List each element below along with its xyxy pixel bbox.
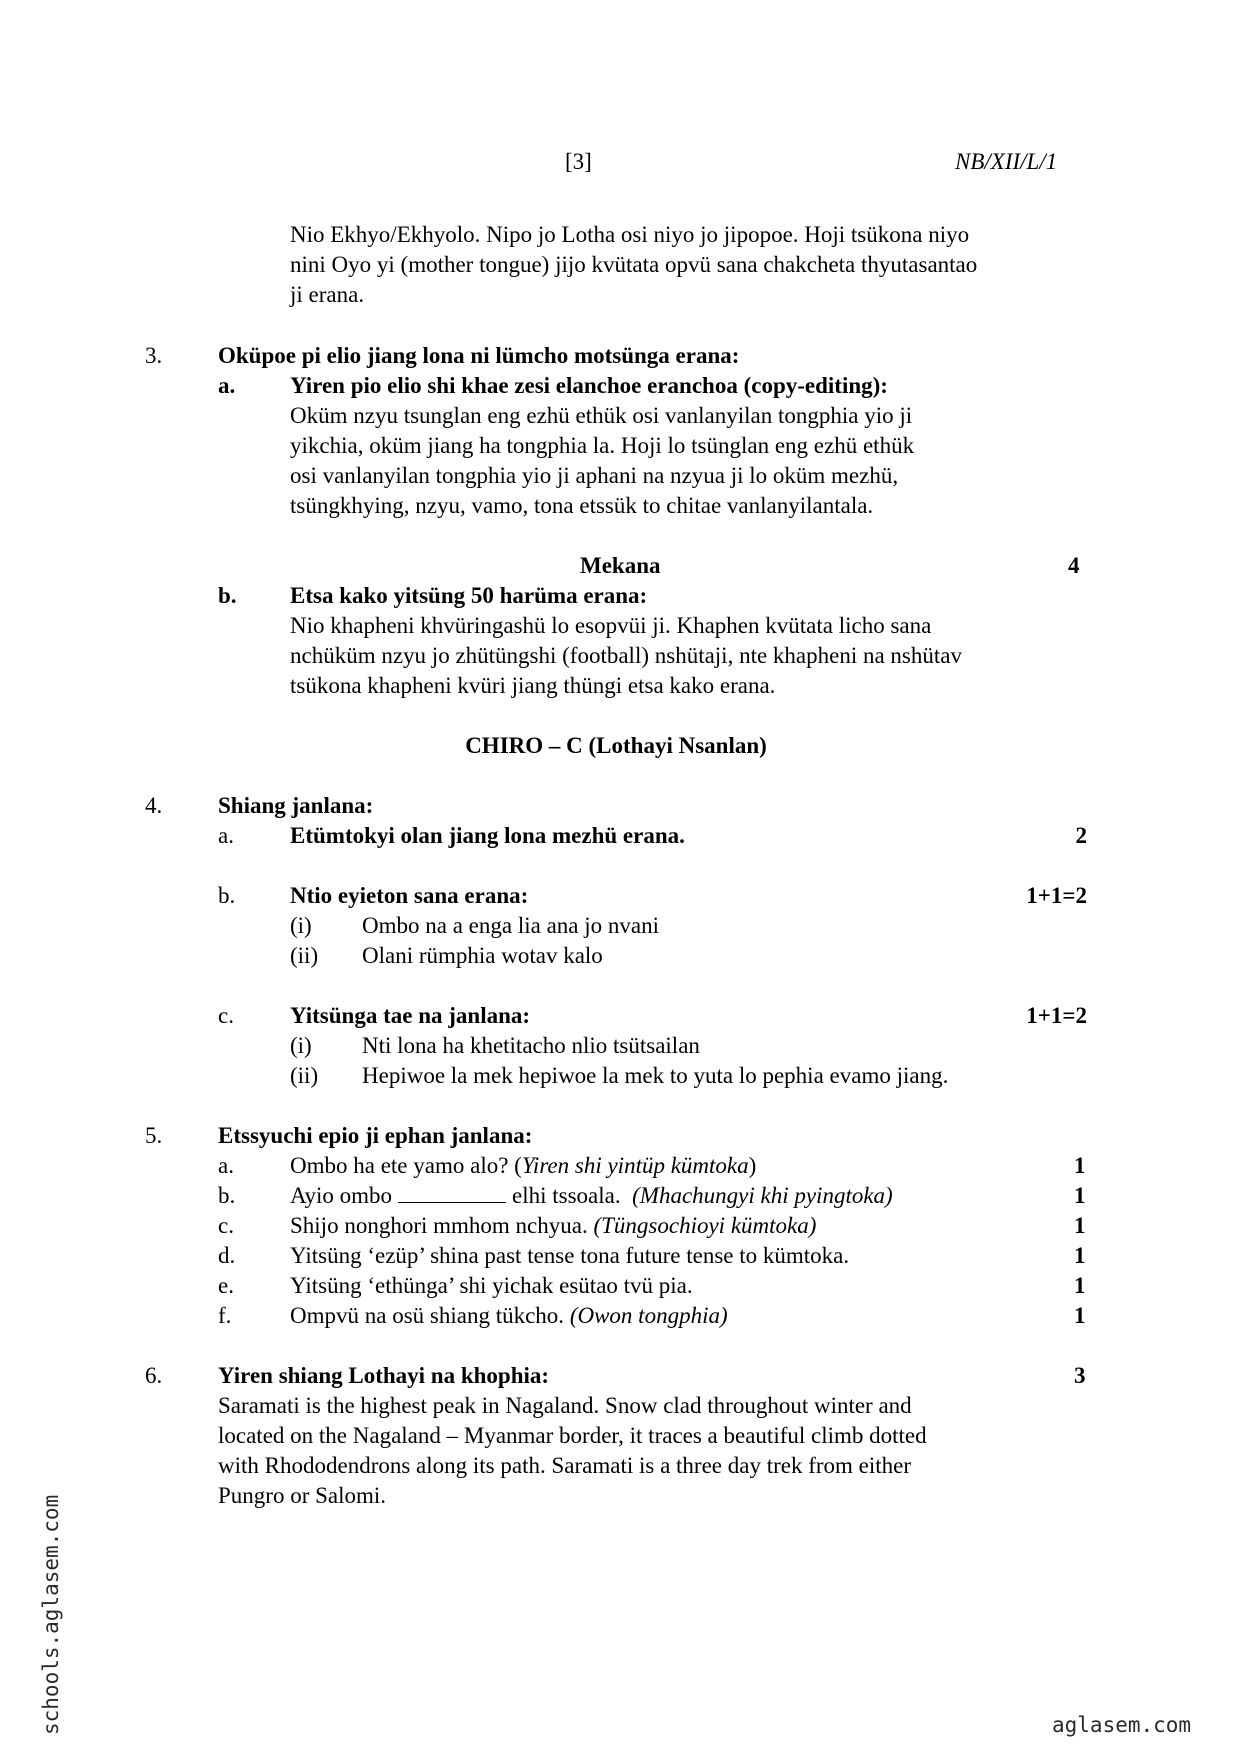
paper-code: NB/XII/L/1 <box>955 149 1058 174</box>
q6-line-2: located on the Nagaland – Myanmar border, it traces a beautiful climb dotted <box>218 1423 927 1448</box>
q4b-item-1-text: Ombo na a enga lia ana jo nvani <box>362 913 659 938</box>
q5e-text: Yitsüng ‘ethünga’ shi yichak esütao tvü pia. <box>290 1273 693 1298</box>
q5f-text <box>290 1301 728 1331</box>
q4-title: Shiang janlana: <box>218 793 374 818</box>
q4c-item-1-num: (i) <box>290 1033 312 1058</box>
q5d-text: Yitsüng ‘ezüp’ shina past tense tona future tense to kümtoka. <box>290 1243 850 1268</box>
intro-line-2: nini Oyo yi (mother tongue) jijo kvütata opvü sana chakcheta thyutasantao <box>290 252 978 277</box>
q5c-main: Shijo nonghori mmhom nchyua. <box>290 1213 588 1238</box>
q3-title: Oküpoe pi elio jiang lona ni lümcho motsünga erana: <box>218 343 740 368</box>
side-watermark: schools.aglasem.com <box>39 1494 63 1735</box>
q5f-main: Ompvü na osü shiang tükcho. <box>290 1303 565 1328</box>
q5d-marks: 1 <box>1074 1243 1086 1268</box>
q4b-letter: b. <box>218 883 236 908</box>
q3a-line-4: tsüngkhying, nzyu, vamo, tona etssük to chitae vanlanyilantala. <box>290 493 874 518</box>
q3b-letter: b. <box>218 583 237 608</box>
q5c-italic: (Tüngsochioyi kümtoka) <box>593 1213 817 1238</box>
q5b-main: Ayio ombo <box>290 1183 393 1208</box>
q6-line-4: Pungro or Salomi. <box>218 1483 387 1508</box>
q5f-marks: 1 <box>1074 1303 1086 1328</box>
q3a-sub-heading: Mekana <box>580 553 661 578</box>
q4b-title: Ntio eyieton sana erana: <box>290 883 529 908</box>
q3b-line-1: Nio khapheni khvüringashü lo esopvüi ji. Khaphen kvütata licho sana <box>290 613 932 638</box>
q3b-line-3: tsükona khapheni kvüri jiang thüngi etsa kako erana. <box>290 673 776 698</box>
q4c-item-1-text: Nti lona ha khetitacho nlio tsütsailan <box>362 1033 700 1058</box>
q5e-letter: e. <box>218 1273 234 1298</box>
q3a-line-1: Oküm nzyu tsunglan eng ezhü ethük osi vanlanyilan tongphia yio ji <box>290 403 913 428</box>
intro-line-3: ji erana. <box>290 282 365 307</box>
q4b-item-2-text: Olani rümphia wotav kalo <box>362 943 603 968</box>
q4c-item-2-text: Hepiwoe la mek hepiwoe la mek to yuta lo pephia evamo jiang. <box>362 1063 949 1088</box>
q5a-marks: 1 <box>1074 1153 1086 1178</box>
q5f-italic: (Owon tongphia) <box>569 1303 728 1328</box>
q5e-marks: 1 <box>1074 1273 1086 1298</box>
q5-number: 5. <box>145 1123 163 1148</box>
q5c-marks: 1 <box>1074 1213 1086 1238</box>
q4c-item-2-num: (ii) <box>290 1063 319 1088</box>
page-number: [3] <box>565 149 592 174</box>
q3b-title: Etsa kako yitsüng 50 harüma erana: <box>290 583 648 608</box>
q5a-close: ) <box>748 1153 757 1178</box>
q4b-item-1-num: (i) <box>290 913 312 938</box>
q5a-text <box>290 1151 756 1181</box>
q4b-item-2-num: (ii) <box>290 943 319 968</box>
section-title: CHIRO – C (Lothayi Nsanlan) <box>465 733 767 758</box>
q5f-letter: f. <box>218 1303 232 1328</box>
q4-number: 4. <box>145 793 163 818</box>
q3b-line-2: nchüküm nzyu jo zhütüngshi (football) nshütaji, nte khapheni na nshütav <box>290 643 962 668</box>
q5a-italic: Yiren shi yintüp kümtoka <box>521 1153 749 1178</box>
q4a-letter: a. <box>218 823 234 848</box>
q5b-blank <box>398 1182 506 1203</box>
q5b-after: elhi tssoala. <box>512 1183 621 1208</box>
q5b-italic: (Mhachungyi khi pyingtoka) <box>632 1183 893 1208</box>
q3a-line-2: yikchia, oküm jiang ha tongphia la. Hoji lo tsünglan eng ezhü ethük <box>290 433 915 458</box>
q5b-text <box>290 1181 893 1211</box>
q5a-main: Ombo ha ete yamo alo? ( <box>290 1153 522 1178</box>
q3a-line-3: osi vanlanyilan tongphia yio ji aphani na nzyua ji lo oküm mezhü, <box>290 463 899 488</box>
q3a-marks: 4 <box>1068 553 1080 578</box>
q5a-letter: a. <box>218 1153 234 1178</box>
q5c-letter: c. <box>218 1213 234 1238</box>
q5c-text <box>290 1211 816 1241</box>
q5b-letter: b. <box>218 1183 236 1208</box>
q6-line-3: with Rhododendrons along its path. Saramati is a three day trek from either <box>218 1453 912 1478</box>
q4a-title: Etümtokyi olan jiang lona mezhü erana. <box>290 823 685 848</box>
intro-line-1: Nio Ekhyo/Ekhyolo. Nipo jo Lotha osi niyo jo jipopoe. Hoji tsükona niyo <box>290 222 970 247</box>
q3a-letter: a. <box>218 373 236 398</box>
q3a-title: Yiren pio elio shi khae zesi elanchoe eranchoa (copy-editing): <box>290 373 888 398</box>
q4c-marks: 1+1=2 <box>1026 1003 1087 1028</box>
q6-number: 6. <box>145 1363 163 1388</box>
q4c-title: Yitsünga tae na janlana: <box>290 1003 531 1028</box>
q3-number: 3. <box>145 343 163 368</box>
q4a-marks: 2 <box>1075 823 1087 848</box>
q6-title: Yiren shiang Lothayi na khophia: <box>218 1363 550 1388</box>
q6-line-1: Saramati is the highest peak in Nagaland. Snow clad throughout winter and <box>218 1393 912 1418</box>
corner-watermark: aglasem.com <box>1052 1713 1192 1737</box>
q6-marks: 3 <box>1074 1363 1086 1388</box>
q4c-letter: c. <box>218 1003 234 1028</box>
q5b-marks: 1 <box>1074 1183 1086 1208</box>
q5-title: Etssyuchi epio ji ephan janlana: <box>218 1123 533 1148</box>
q4b-marks: 1+1=2 <box>1026 883 1087 908</box>
q5d-letter: d. <box>218 1243 236 1268</box>
